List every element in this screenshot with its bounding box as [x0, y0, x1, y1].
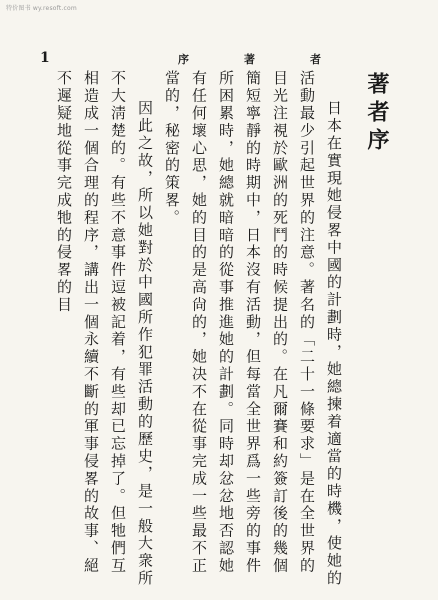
paragraph-2: 因此之故，所以她對於中國所作犯罪活動的歷史，是一般大衆所不大淸楚的。有些不意事件逗被記着，有些却已忘掉了。但牠們互相造成一個合理的程序，講出一個永續不斷的軍事侵畧的故事、絕不遲疑地從事完成牠的侵畧的目 [55, 70, 154, 588]
paragraph-1: 日本在實現她侵畧中國的計劃時，她總揀着適當的時機，使她的活動最少引起世界的注意。著名的「二十一條要求」是在全世界的目光注視於歐洲的死鬥的時候提出的。在凡爾賽和約簽訂後的幾個簡短寧靜的時期中，日本沒有活動，但每當全世界爲一些旁的事件所困累時，她總就暗暗的從事推進她的計劃。同時却忿忿地否認她有任何壞心思，她的目的是高尙的，她决不在從事完成一些最不正當的，秘密的策畧。 [163, 70, 343, 588]
chapter-title: 著者序 [364, 72, 390, 156]
vertical-text-block [50, 70, 390, 590]
running-head: 序 著 者 [178, 53, 343, 66]
watermark: 特价图书 wy.resoft.com [6, 5, 77, 12]
page-number: 1 [40, 50, 50, 66]
